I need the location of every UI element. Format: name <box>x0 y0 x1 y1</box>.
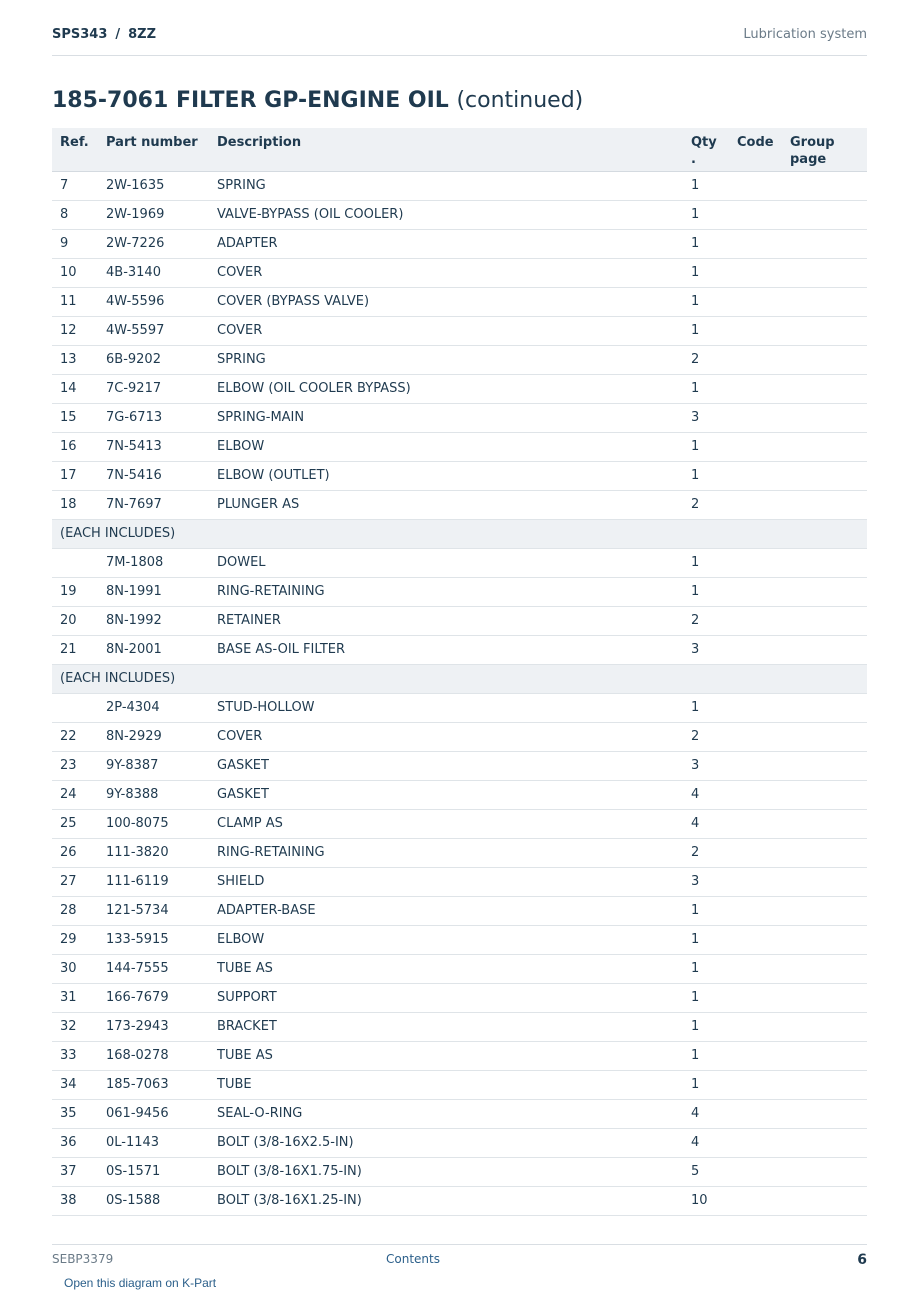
cell-part-number: 144-7555 <box>106 954 217 983</box>
table-row <box>52 1070 867 1099</box>
cell-part-number: 7N-5413 <box>106 432 217 461</box>
cell-part-number: 133-5915 <box>106 925 217 954</box>
cell-qty: 5 <box>691 1157 737 1186</box>
cell-code <box>737 374 790 403</box>
cell-code <box>737 403 790 432</box>
cell-description: SPRING-MAIN <box>217 403 691 432</box>
cell-qty: 3 <box>691 635 737 664</box>
cell-group-page <box>790 258 867 287</box>
cell-description: DOWEL <box>217 548 691 577</box>
cell-description: ELBOW (OIL COOLER BYPASS) <box>217 374 691 403</box>
cell-group-page <box>790 983 867 1012</box>
cell-qty: 1 <box>691 954 737 983</box>
cell-qty: 4 <box>691 809 737 838</box>
cell-code <box>737 548 790 577</box>
cell-group-page <box>790 896 867 925</box>
cell-ref: 15 <box>52 403 106 432</box>
cell-code <box>737 809 790 838</box>
cell-group-page <box>790 200 867 229</box>
cell-group-page <box>790 490 867 519</box>
cell-description: SUPPORT <box>217 983 691 1012</box>
cell-ref: 27 <box>52 867 106 896</box>
cell-group-page <box>790 1041 867 1070</box>
includes-row <box>52 664 867 693</box>
table-row <box>52 1157 867 1186</box>
cell-part-number: 2P-4304 <box>106 693 217 722</box>
cell-part-number: 0S-1571 <box>106 1157 217 1186</box>
table-row <box>52 983 867 1012</box>
cell-group-page <box>790 635 867 664</box>
cell-description: CLAMP AS <box>217 809 691 838</box>
cell-group-page <box>790 432 867 461</box>
cell-ref: 14 <box>52 374 106 403</box>
includes-label: (EACH INCLUDES) <box>52 519 867 548</box>
cell-qty: 1 <box>691 1070 737 1099</box>
cell-code <box>737 1157 790 1186</box>
cell-code <box>737 345 790 374</box>
section-name: Lubrication system <box>743 27 867 42</box>
cell-qty: 3 <box>691 867 737 896</box>
table-row <box>52 896 867 925</box>
cell-qty: 1 <box>691 287 737 316</box>
cell-qty: 1 <box>691 229 737 258</box>
cell-part-number: 7M-1808 <box>106 548 217 577</box>
cell-group-page <box>790 577 867 606</box>
cell-part-number: 121-5734 <box>106 896 217 925</box>
table-row <box>52 606 867 635</box>
model-serial <box>52 27 156 42</box>
col-header-description: Description <box>217 128 691 171</box>
cell-description: ADAPTER <box>217 229 691 258</box>
cell-part-number: 8N-2001 <box>106 635 217 664</box>
cell-ref: 24 <box>52 780 106 809</box>
cell-part-number: 0S-1588 <box>106 1186 217 1215</box>
cell-group-page <box>790 722 867 751</box>
title-main: 185-7061 FILTER GP-ENGINE OIL <box>52 88 449 113</box>
table-row <box>52 751 867 780</box>
cell-group-page <box>790 954 867 983</box>
includes-row <box>52 519 867 548</box>
cell-group-page <box>790 374 867 403</box>
cell-description: BOLT (3/8-16X1.25-IN) <box>217 1186 691 1215</box>
cell-code <box>737 1012 790 1041</box>
cell-part-number: 185-7063 <box>106 1070 217 1099</box>
cell-code <box>737 838 790 867</box>
table-row <box>52 461 867 490</box>
cell-group-page <box>790 925 867 954</box>
table-row <box>52 403 867 432</box>
table-row <box>52 577 867 606</box>
cell-code <box>737 461 790 490</box>
cell-description: SEAL-O-RING <box>217 1099 691 1128</box>
cell-group-page <box>790 229 867 258</box>
table-row <box>52 345 867 374</box>
table-row <box>52 809 867 838</box>
cell-part-number: 2W-1635 <box>106 171 217 200</box>
cell-group-page <box>790 548 867 577</box>
cell-code <box>737 229 790 258</box>
cell-part-number: 4B-3140 <box>106 258 217 287</box>
cell-description: COVER <box>217 316 691 345</box>
cell-qty: 1 <box>691 461 737 490</box>
cell-code <box>737 1128 790 1157</box>
table-row <box>52 374 867 403</box>
cell-description: ELBOW (OUTLET) <box>217 461 691 490</box>
cell-group-page <box>790 316 867 345</box>
open-diagram-link[interactable]: Open this diagram on K-Part <box>64 1276 217 1290</box>
table-row <box>52 171 867 200</box>
table-row <box>52 432 867 461</box>
cell-description: SPRING <box>217 171 691 200</box>
cell-group-page <box>790 1099 867 1128</box>
cell-code <box>737 200 790 229</box>
cell-qty: 2 <box>691 722 737 751</box>
title-suffix: (continued) <box>456 88 584 113</box>
cell-description: ELBOW <box>217 925 691 954</box>
cell-description: BRACKET <box>217 1012 691 1041</box>
cell-description: SHIELD <box>217 867 691 896</box>
cell-qty: 4 <box>691 1128 737 1157</box>
cell-ref: 20 <box>52 606 106 635</box>
cell-group-page <box>790 751 867 780</box>
cell-part-number: 166-7679 <box>106 983 217 1012</box>
cell-code <box>737 316 790 345</box>
cell-group-page <box>790 1157 867 1186</box>
cell-qty: 2 <box>691 838 737 867</box>
table-row <box>52 1099 867 1128</box>
cell-qty: 2 <box>691 490 737 519</box>
cell-part-number: 111-6119 <box>106 867 217 896</box>
cell-group-page <box>790 1070 867 1099</box>
cell-qty: 3 <box>691 751 737 780</box>
cell-group-page <box>790 780 867 809</box>
cell-code <box>737 925 790 954</box>
cell-ref: 38 <box>52 1186 106 1215</box>
cell-qty: 1 <box>691 577 737 606</box>
table-row <box>52 925 867 954</box>
cell-code <box>737 287 790 316</box>
col-header-page-label: page <box>790 152 827 167</box>
cell-description: BASE AS-OIL FILTER <box>217 635 691 664</box>
cell-ref: 12 <box>52 316 106 345</box>
cell-description: VALVE-BYPASS (OIL COOLER) <box>217 200 691 229</box>
cell-part-number: 7C-9217 <box>106 374 217 403</box>
cell-description: RETAINER <box>217 606 691 635</box>
table-row <box>52 287 867 316</box>
cell-group-page <box>790 809 867 838</box>
cell-qty: 1 <box>691 548 737 577</box>
cell-ref: 13 <box>52 345 106 374</box>
cell-code <box>737 432 790 461</box>
cell-group-page <box>790 461 867 490</box>
cell-code <box>737 722 790 751</box>
cell-ref: 25 <box>52 809 106 838</box>
cell-qty: 2 <box>691 606 737 635</box>
cell-ref: 21 <box>52 635 106 664</box>
cell-ref: 32 <box>52 1012 106 1041</box>
cell-code <box>737 1186 790 1215</box>
cell-ref: 8 <box>52 200 106 229</box>
cell-ref: 29 <box>52 925 106 954</box>
cell-ref <box>52 693 106 722</box>
cell-qty: 1 <box>691 1012 737 1041</box>
table-row <box>52 838 867 867</box>
table-row <box>52 1012 867 1041</box>
cell-ref: 33 <box>52 1041 106 1070</box>
cell-part-number: 8N-1991 <box>106 577 217 606</box>
page-header <box>52 27 867 56</box>
cell-qty: 3 <box>691 403 737 432</box>
parts-table-body <box>52 171 867 1215</box>
cell-code <box>737 490 790 519</box>
table-row <box>52 1128 867 1157</box>
cell-code <box>737 896 790 925</box>
model-number: SPS343 <box>52 27 108 42</box>
serial-prefix: 8ZZ <box>128 27 157 42</box>
document-id: SEBP3379 <box>52 1252 114 1266</box>
cell-code <box>737 1070 790 1099</box>
table-row <box>52 635 867 664</box>
cell-ref: 26 <box>52 838 106 867</box>
table-row <box>52 954 867 983</box>
cell-ref: 34 <box>52 1070 106 1099</box>
cell-group-page <box>790 171 867 200</box>
cell-ref: 30 <box>52 954 106 983</box>
cell-ref: 36 <box>52 1128 106 1157</box>
cell-part-number: 111-3820 <box>106 838 217 867</box>
cell-description: COVER <box>217 258 691 287</box>
cell-qty: 1 <box>691 896 737 925</box>
cell-code <box>737 954 790 983</box>
cell-description: COVER (BYPASS VALVE) <box>217 287 691 316</box>
cell-code <box>737 606 790 635</box>
cell-group-page <box>790 606 867 635</box>
cell-description: GASKET <box>217 780 691 809</box>
table-row <box>52 693 867 722</box>
table-row <box>52 780 867 809</box>
cell-ref: 7 <box>52 171 106 200</box>
cell-ref: 16 <box>52 432 106 461</box>
table-header-row <box>52 128 867 171</box>
cell-group-page <box>790 867 867 896</box>
cell-part-number: 173-2943 <box>106 1012 217 1041</box>
cell-part-number: 8N-2929 <box>106 722 217 751</box>
cell-ref: 28 <box>52 896 106 925</box>
cell-part-number: 061-9456 <box>106 1099 217 1128</box>
cell-code <box>737 1099 790 1128</box>
cell-description: TUBE AS <box>217 954 691 983</box>
cell-part-number: 2W-7226 <box>106 229 217 258</box>
cell-description: RING-RETAINING <box>217 838 691 867</box>
table-row <box>52 316 867 345</box>
cell-group-page <box>790 1186 867 1215</box>
cell-ref: 23 <box>52 751 106 780</box>
cell-code <box>737 780 790 809</box>
cell-code <box>737 983 790 1012</box>
cell-qty: 10 <box>691 1186 737 1215</box>
table-row <box>52 258 867 287</box>
cell-group-page <box>790 693 867 722</box>
cell-code <box>737 577 790 606</box>
cell-qty: 1 <box>691 258 737 287</box>
cell-description: ADAPTER-BASE <box>217 896 691 925</box>
col-header-group-label: Group <box>790 135 835 150</box>
cell-description: ELBOW <box>217 432 691 461</box>
cell-description: TUBE <box>217 1070 691 1099</box>
page-title <box>52 88 583 113</box>
contents-link[interactable]: Contents <box>386 1252 440 1266</box>
cell-qty: 1 <box>691 432 737 461</box>
cell-ref: 17 <box>52 461 106 490</box>
cell-code <box>737 171 790 200</box>
cell-description: RING-RETAINING <box>217 577 691 606</box>
cell-qty: 1 <box>691 925 737 954</box>
col-header-qty <box>691 128 737 171</box>
cell-part-number: 168-0278 <box>106 1041 217 1070</box>
cell-part-number: 0L-1143 <box>106 1128 217 1157</box>
cell-qty: 1 <box>691 316 737 345</box>
cell-description: STUD-HOLLOW <box>217 693 691 722</box>
col-header-code: Code <box>737 128 790 171</box>
col-header-qty-dot: . <box>691 152 696 167</box>
page-number: 6 <box>857 1252 867 1268</box>
cell-part-number: 7G-6713 <box>106 403 217 432</box>
cell-ref <box>52 548 106 577</box>
cell-qty: 1 <box>691 693 737 722</box>
cell-ref: 11 <box>52 287 106 316</box>
cell-part-number: 4W-5597 <box>106 316 217 345</box>
cell-part-number: 7N-7697 <box>106 490 217 519</box>
cell-group-page <box>790 838 867 867</box>
cell-group-page <box>790 403 867 432</box>
cell-code <box>737 693 790 722</box>
col-header-ref: Ref. <box>52 128 106 171</box>
parts-table <box>52 128 867 1216</box>
cell-code <box>737 258 790 287</box>
col-header-qty-label: Qty <box>691 135 717 150</box>
header-separator: / <box>115 27 121 42</box>
table-row <box>52 229 867 258</box>
table-row <box>52 200 867 229</box>
cell-group-page <box>790 1128 867 1157</box>
cell-qty: 4 <box>691 1099 737 1128</box>
cell-qty: 1 <box>691 983 737 1012</box>
cell-group-page <box>790 345 867 374</box>
table-row <box>52 490 867 519</box>
footer-divider <box>52 1244 867 1245</box>
cell-part-number: 4W-5596 <box>106 287 217 316</box>
cell-description: TUBE AS <box>217 1041 691 1070</box>
cell-part-number: 6B-9202 <box>106 345 217 374</box>
cell-ref: 19 <box>52 577 106 606</box>
cell-ref: 31 <box>52 983 106 1012</box>
cell-qty: 4 <box>691 780 737 809</box>
table-row <box>52 548 867 577</box>
cell-qty: 1 <box>691 200 737 229</box>
cell-code <box>737 867 790 896</box>
table-row <box>52 867 867 896</box>
cell-ref: 10 <box>52 258 106 287</box>
col-header-part-number: Part number <box>106 128 217 171</box>
cell-description: PLUNGER AS <box>217 490 691 519</box>
cell-part-number: 9Y-8388 <box>106 780 217 809</box>
table-row <box>52 1186 867 1215</box>
cell-code <box>737 635 790 664</box>
cell-group-page <box>790 1012 867 1041</box>
includes-label: (EACH INCLUDES) <box>52 664 867 693</box>
cell-ref: 22 <box>52 722 106 751</box>
cell-description: BOLT (3/8-16X1.75-IN) <box>217 1157 691 1186</box>
cell-description: COVER <box>217 722 691 751</box>
cell-code <box>737 1041 790 1070</box>
cell-ref: 37 <box>52 1157 106 1186</box>
cell-part-number: 9Y-8387 <box>106 751 217 780</box>
cell-description: GASKET <box>217 751 691 780</box>
cell-group-page <box>790 287 867 316</box>
cell-ref: 18 <box>52 490 106 519</box>
cell-ref: 35 <box>52 1099 106 1128</box>
cell-part-number: 2W-1969 <box>106 200 217 229</box>
cell-description: BOLT (3/8-16X2.5-IN) <box>217 1128 691 1157</box>
cell-part-number: 7N-5416 <box>106 461 217 490</box>
cell-part-number: 8N-1992 <box>106 606 217 635</box>
col-header-group-page <box>790 128 867 171</box>
table-row <box>52 1041 867 1070</box>
cell-qty: 2 <box>691 345 737 374</box>
cell-qty: 1 <box>691 1041 737 1070</box>
cell-part-number: 100-8075 <box>106 809 217 838</box>
cell-description: SPRING <box>217 345 691 374</box>
table-row <box>52 722 867 751</box>
cell-qty: 1 <box>691 171 737 200</box>
cell-qty: 1 <box>691 374 737 403</box>
cell-code <box>737 751 790 780</box>
cell-ref: 9 <box>52 229 106 258</box>
